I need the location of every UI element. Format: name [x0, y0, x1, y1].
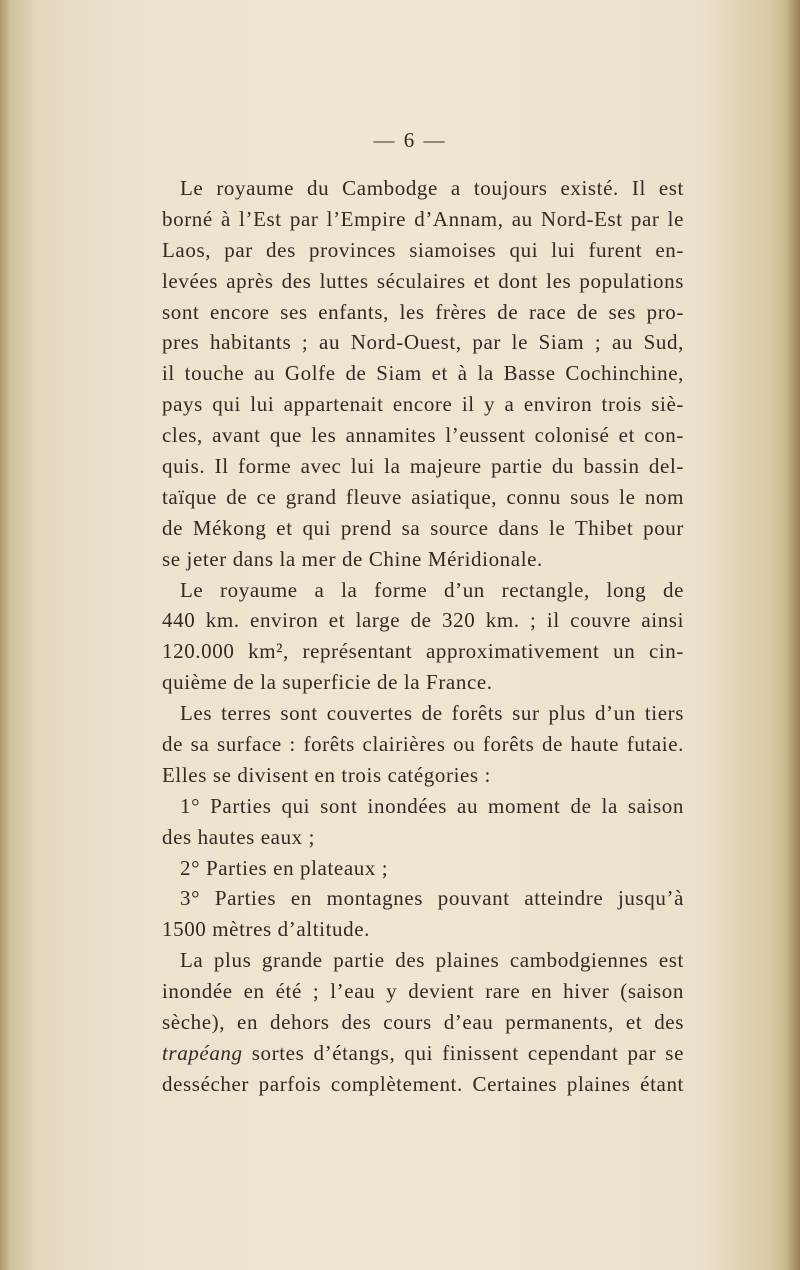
text-line: 3° Parties en montagnes pouvant atteindre jusqu’à	[180, 886, 684, 911]
text-line: sèche), en dehors des cours d’eau permanents, et des	[162, 1010, 684, 1035]
text-line: de Mékong et qui prend sa source dans le Thibet pour	[162, 515, 684, 540]
text-line: 120.000 km², représentant approximativement un cin-	[162, 639, 684, 664]
text-line: 1500 mètres d’altitude.	[162, 917, 370, 942]
text-line: de sa surface : forêts clairières ou forêts de haute futaie.	[162, 732, 684, 757]
text-line: pays qui lui appartenait encore il y a environ trois siè-	[162, 392, 684, 417]
text-line: Elles se divisent en trois catégories :	[162, 762, 491, 787]
text-line: 1° Parties qui sont inondées au moment de la saison	[180, 793, 684, 818]
text-line: quis. Il forme avec lui la majeure partie du bassin del-	[162, 454, 684, 479]
text-line: dessécher parfois complètement. Certaines plaines étant	[162, 1071, 684, 1096]
text-line: quième de la superficie de la France.	[162, 670, 493, 695]
text-line	[162, 1038, 684, 1069]
text-line: se jeter dans la mer de Chine Méridionale.	[162, 546, 543, 571]
page-number: — 6 —	[373, 128, 447, 152]
italic-term: trapéang	[162, 1040, 243, 1065]
text-line-remainder: sortes d’étangs, qui finissent cependant par se	[251, 1040, 684, 1065]
text-line: levées après des luttes séculaires et dont les populations	[162, 268, 684, 293]
text-line: La plus grande partie des plaines cambodgiennes est	[180, 948, 684, 973]
text-line: Laos, par des provinces siamoises qui lui furent en-	[162, 237, 684, 262]
text-line: Les terres sont couvertes de forêts sur plus d’un tiers	[180, 701, 684, 726]
text-line: il touche au Golfe de Siam et à la Basse Cochinchine,	[162, 361, 684, 386]
text-line: des hautes eaux ;	[162, 824, 316, 849]
body-text	[162, 173, 684, 1100]
text-line: Le royaume a la forme d’un rectangle, long de	[180, 577, 684, 602]
text-line: Le royaume du Cambodge a toujours existé. Il est	[180, 176, 684, 200]
text-line: cles, avant que les annamites l’eussent colonisé et con-	[162, 423, 684, 448]
text-line: taïque de ce grand fleuve asiatique, connu sous le nom	[162, 484, 684, 509]
page-left-edge	[0, 0, 10, 1270]
text-line: inondée en été ; l’eau y devient rare en hiver (saison	[162, 979, 684, 1004]
text-line: sont encore ses enfants, les frères de race de ses pro-	[162, 299, 684, 324]
text-line: 2° Parties en plateaux ;	[180, 855, 389, 880]
page-binding-edge	[786, 0, 800, 1270]
text-line: 440 km. environ et large de 320 km. ; il couvre ainsi	[162, 608, 684, 633]
text-line: pres habitants ; au Nord-Ouest, par le Siam ; au Sud,	[162, 330, 684, 355]
text-line: borné à l’Est par l’Empire d’Annam, au Nord-Est par le	[162, 206, 684, 231]
